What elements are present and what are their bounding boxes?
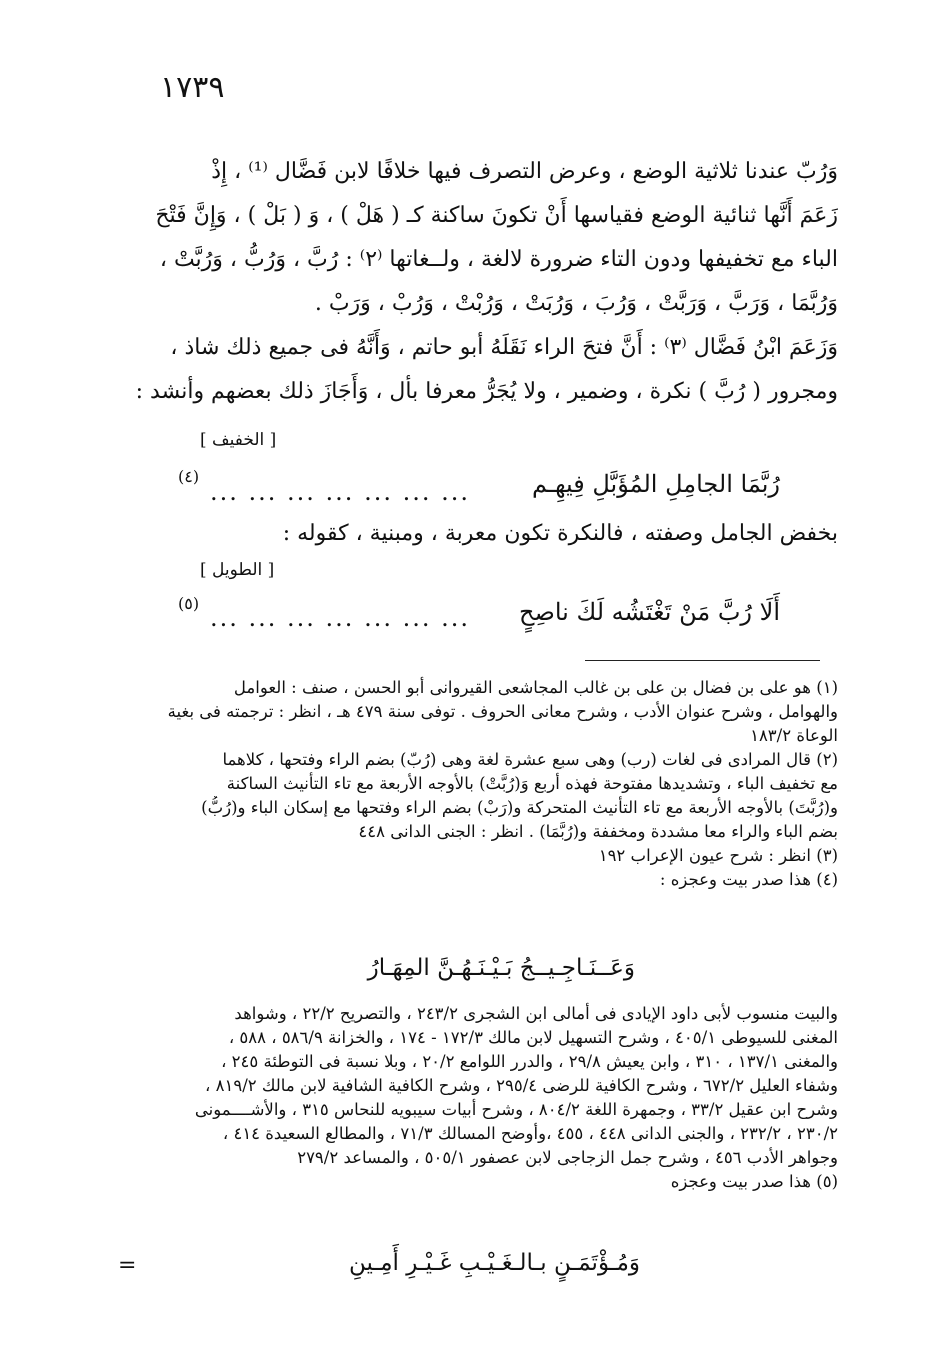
verse-ellipsis — [210, 478, 470, 506]
footnote-ref: (٤) — [178, 467, 200, 486]
footnote-line: مع تخفيف الباء ، وتشديدها مفتوحة فهذه أربع وَ(رُبَّتْ) بالأوجه الأربعة مع تاء التأنيث الساكنة — [226, 774, 838, 793]
footnote-line: (٢) قال المرادى فى لغات (رب) وهى سبع عشرة لغة وهى (رُبّ) بضم الراء وفتحها ، كلاهما — [222, 750, 838, 769]
verse-ellipsis — [210, 604, 470, 632]
footnote-line: (١) هو على بن فضال بن على بن غالب المجاشعى القيروانى أبو الحسن ، صنف : العوامل — [233, 678, 838, 697]
footnote-verse: وَعَــنَـاجِـيــجُ بَـيْـنَـهُـنَّ المِهَـارُ — [367, 955, 635, 981]
footnote-line: والبيت منسوب لأبى داود الإيادى فى أمالى ابن الشجرى ٢٤٣/٢ ، والتصريح ٢٢/٢ ، وشواهد — [234, 1004, 838, 1023]
footnote-line: الوعاة ١٨٣/٢ — [750, 726, 838, 745]
footnote-line: والهوامل ، وشرح عنوان الأدب ، وشرح معانى الحروف . توفى سنة ٤٧٩ هـ ، انظر : ترجمته فى بغية — [167, 702, 838, 721]
footnote-line: وشفاء العليل ٦٧٢/٢ ، وشرح الكافية للرضى ٢٩٥/٤ ، وشرح الكافية الشافية لابن مالك ٨١٩/٢ ، — [205, 1076, 838, 1095]
ellipsis: ... ... ... ... ... ... ... — [210, 478, 470, 506]
text-line: بخفض الجامل وصفته ، فالنكرة تكون معربة ، ومبنية ، كقوله : — [282, 521, 838, 546]
text-line: الباء مع تخفيفها ودون التاء ضرورة لالغة ، ولــغاتها ⁽٢⁾ : رُبَّ ، وَرُبُّ ، وَرُبَّتْ ، — [159, 247, 838, 272]
page-number: ١٧٣٩ — [160, 70, 225, 105]
meter-label: [ الطويل ] — [200, 560, 275, 580]
footnote-separator — [585, 660, 820, 661]
footnote-line: وشرح ابن عقيل ٣٣/٢ ، وجمهرة اللغة ٨٠٤/٢ ، وشرح أبيات سيبويه للنحاس ٣١٥ ، والأشــــمونى — [194, 1100, 838, 1119]
ellipsis: ... ... ... ... ... ... ... — [210, 604, 470, 632]
footnote-line: ٢٣٠/٢ ، ٢٣٢/٢ ، والجنى الدانى ٤٤٨ ، ٤٥٥ ،وأوضح المسالك ٧١/٣ ، والمطالع السعيدة ٤١٤ ، — [222, 1124, 838, 1143]
text-line: وَرُبَّمَا ، وَرَبَّ ، وَرَبَّتْ ، وَرُبَ ، وَرُبَتْ ، وَرُبْتْ ، وَرُبْ ، وَرَبْ . — [314, 291, 838, 316]
footnote-line: بضم الباء والراء معا مشددة ومخففة و(رُبَّمَا) . انظر : الجنى الدانى ٤٤٨ — [358, 822, 838, 841]
footnote-verse: وَمُـؤْتَمَـنٍ بـالـغَـيْـبِ غَـيْـرِ أَمِـينِ — [349, 1250, 640, 1276]
footnote-line: والمغنى ١٣٧/١ ، ٣١٠ ، وابن يعيش ٢٩/٨ ، والدرر اللوامع ٢٠/٢ ، وبلا نسبة فى التوطئة ٢٤٥ ، — [221, 1052, 838, 1071]
verse-hemistich: أَلَا رُبَّ مَنْ تَغْتَشُه لَكَ ناصِحٍ — [519, 598, 780, 626]
continuation-mark: = — [118, 1253, 137, 1278]
footnote-line: (٥) هذا صدر بيت وعجزه — [670, 1172, 838, 1191]
meter-label: [ الخفيف ] — [200, 430, 277, 450]
footnotes-top — [110, 676, 838, 892]
footnote-line: المغنى للسيوطى ٤٠٥/١ ، وشرح التسهيل لابن مالك ١٧٢/٣ - ١٧٤ ، والخزانة ٥٨٦/٩ ، ٥٨٨ ، — [228, 1028, 838, 1047]
text-line: ومجرور ( رُبَّ ) نكرة ، وضمير ، ولا يُجَرُّ معرفا بأل ، وَأَجَازَ ذلك بعضهم وأنشد : — [135, 379, 838, 404]
footnotes-bottom — [110, 1002, 838, 1194]
footnote-ref: (٥) — [178, 594, 200, 613]
footnote-line: (٣) انظر : شرح عيون الإعراب ١٩٢ — [598, 846, 838, 865]
text-line: وَرُبّ عندنا ثلاثية الوضع ، وعرض التصرف فيها خلافًا لابن فَضَّال ⁽¹⁾ ، إِذْ — [211, 159, 838, 184]
text-line: وَزَعَمَ ابْنُ فَضَّال ⁽٣⁾ : أَنَّ فتحَ الراء نَقَلَهُ أبو حاتم ، وَأَنَّهُ فى جميع ذلك شاذ ، — [170, 335, 838, 360]
text-line: زَعَمَ أَنَّها ثنائية الوضع فقياسها أَنْ تكونَ ساكنة كـ ( هَلْ ) ، وَ ( بَلْ ) ، وَإِنَّ فَتْحَ — [155, 203, 838, 228]
footnote-line: و(رُبَّتَ) بالأوجه الأربعة مع تاء التأنيث المتحركة و(رَبْ) بضم الراء وفتحها مع إسكان الباء و(رُبُّ) — [201, 798, 838, 817]
footnote-line: وجواهر الأدب ٤٥٦ ، وشرح جمل الزجاجى لابن عصفور ٥٠٥/١ ، والمساعد ٢٧٩/٢ — [297, 1148, 838, 1167]
main-text — [118, 150, 838, 414]
mid-text — [118, 512, 838, 556]
verse-hemistich: رُبَّمَا الجامِلِ المُؤَبَّلِ فِيهِـم — [531, 470, 780, 498]
footnote-line: (٤) هذا صدر بيت وعجزه : — [659, 870, 838, 889]
